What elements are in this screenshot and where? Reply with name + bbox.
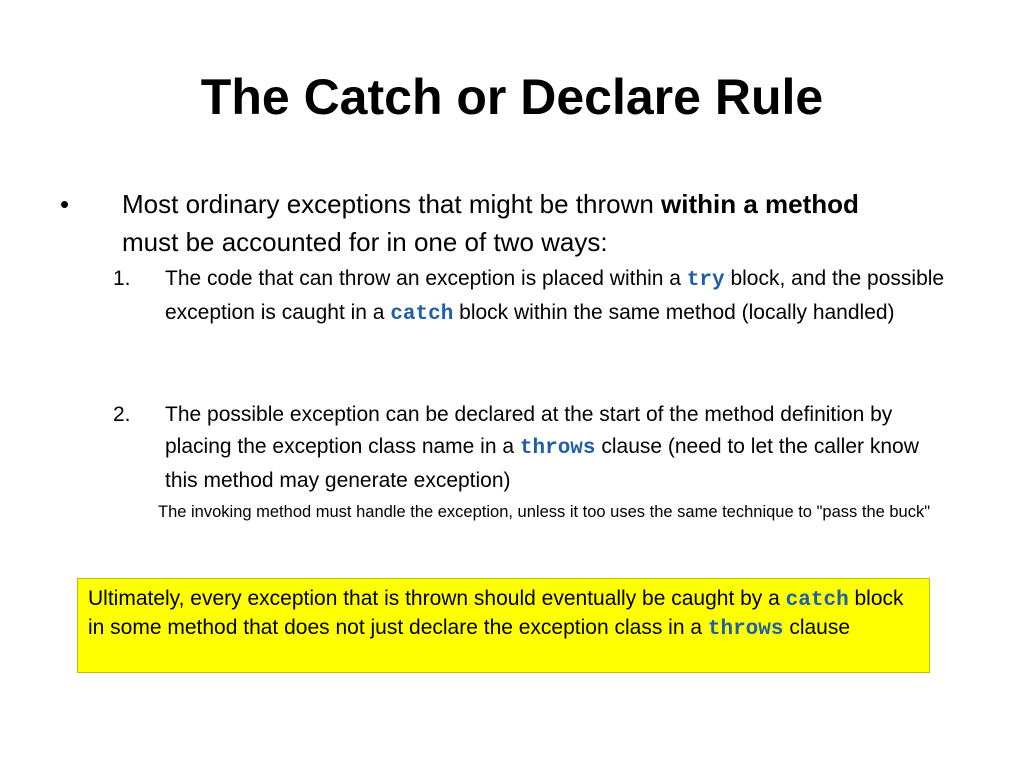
item-text-part: block, and the possible exception is caught in a <box>165 267 945 324</box>
bullet-marker: • <box>60 189 70 219</box>
keyword-catch: catch <box>785 589 849 612</box>
item-number: 2. <box>113 403 131 426</box>
callout-text-part: Ultimately, every exception that is thrown should eventually be caught by a <box>88 587 786 610</box>
item-text-part: The possible exception can be declared at the start of the method definition by placing the exception class name in a <box>165 403 893 458</box>
keyword-catch: catch <box>390 303 454 326</box>
keyword-throws: throws <box>707 618 784 641</box>
slide-title: The Catch or Declare Rule <box>200 69 824 125</box>
item-number: 1. <box>113 267 131 290</box>
bullet-text-part: must be accounted for in one of two ways: <box>122 227 608 257</box>
item-text-part: The code that can throw an exception is placed within a <box>165 267 687 290</box>
callout-text-part: block in some method that does not just declare the exception class in a <box>88 587 904 639</box>
item-text <box>165 263 955 331</box>
keyword-throws: throws <box>519 437 596 460</box>
item-text-part: clause (need to let the caller know this method may generate exception) <box>165 435 919 492</box>
bullet-bold-text: within a method <box>661 189 859 219</box>
sub-note: The invoking method must handle the exception, unless it too uses the same technique to "pass the buck" <box>158 503 931 521</box>
callout-text-part: clause <box>783 616 851 639</box>
bullet-text <box>122 185 922 261</box>
highlight-callout <box>77 578 930 673</box>
item-text <box>165 399 955 497</box>
bullet-text-part: Most ordinary exceptions that might be thrown <box>122 189 662 219</box>
keyword-try: try <box>686 269 725 292</box>
item-text-part: block within the same method (locally handled) <box>453 301 895 324</box>
